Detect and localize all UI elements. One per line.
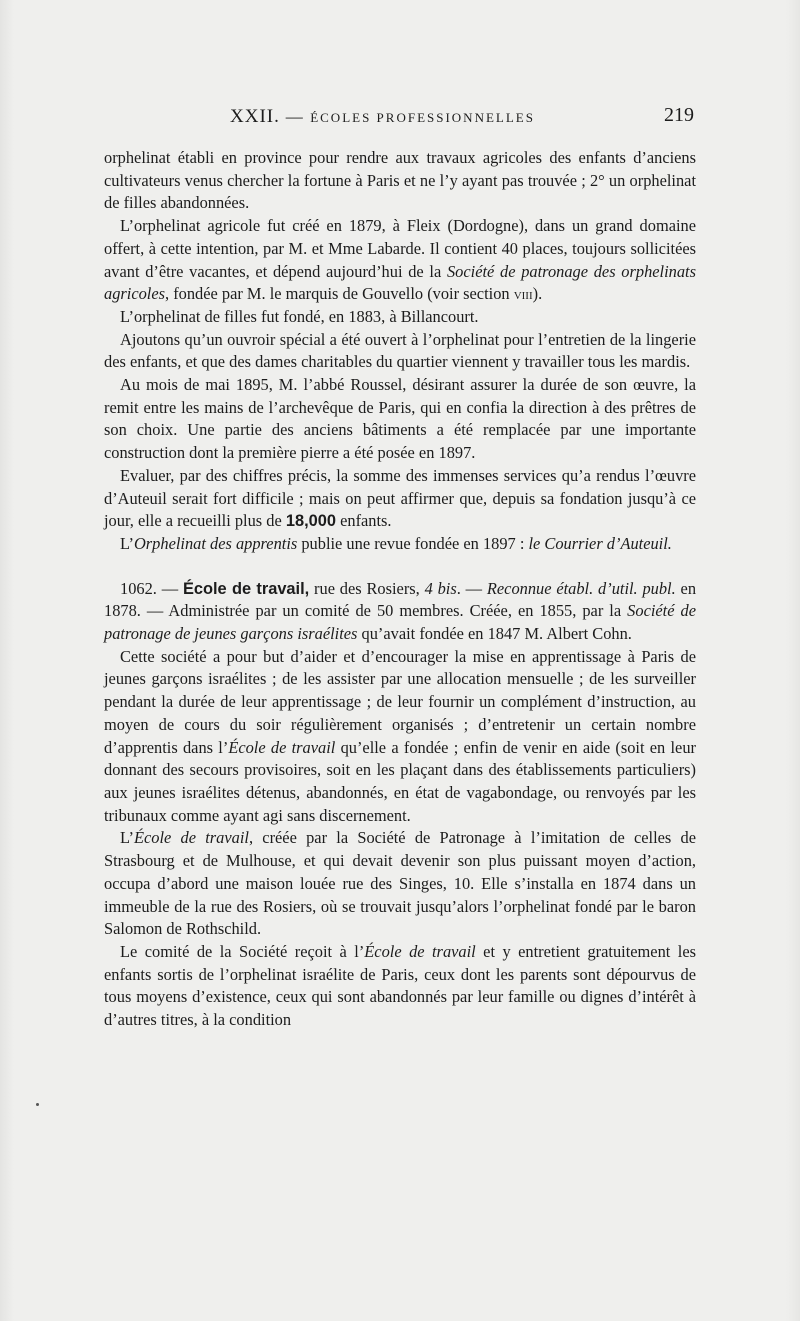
text-run: , créée par la Société de Patronage à l’imitation de celles de Strasbourg et de Mulhouse, et qui devait devenir son plus puissant moyen d’action, occupa d’abord une maison louée rue des Singes, 10. Elle s’installa en 1874 dans un immeuble de la rue des Rosiers, où se trouvait jusqu’alors l’orphelinat fondé par le baron Salomon de Rothschild. (104, 828, 697, 939)
italic-text: École de travail (228, 737, 336, 757)
italic-text: École de travail (133, 828, 249, 848)
text-run: ). (532, 284, 543, 304)
text-run: Le comité de la Société reçoit à l’ (120, 941, 365, 961)
italic-text: Société de patronage de jeunes garçons israélites (104, 601, 696, 644)
text-run: publie une revue fondée en 1897 : (297, 533, 529, 553)
smallcaps-text: viii (513, 284, 533, 304)
paragraph (104, 374, 696, 465)
header-dash: — (285, 107, 305, 126)
text-run: enfants. (336, 511, 392, 531)
text-run: , fondée par M. le marquis de Gouvello (voir section (165, 284, 514, 304)
italic-text: le Courrier d’Auteuil. (528, 533, 672, 553)
text-run: Ajoutons qu’un ouvroir spécial a été ouvert à l’orphelinat pour l’entretien de la lingerie des enfants, et que des dames charitables du quartier viennent y travailler tous les mardis. (104, 329, 696, 372)
text-run: Evaluer, par des chiffres précis, la somme des immenses services qu’a rendus l’œuvre d’Auteuil serait fort difficile ; mais on peut affirmer que, depuis sa fondation jusqu’à ce jour, elle a recueilli plus de (104, 465, 696, 531)
chapter-heading (230, 106, 535, 128)
italic-text: École de travail (364, 941, 476, 961)
bold-text: École de travail, (182, 579, 310, 598)
italic-text: Société de patronage des orphelinats agricoles (104, 261, 696, 304)
text-run: . — (456, 578, 487, 598)
text-run: Cette société a pour but d’aider et d’encourager la mise en apprentissage à Paris de jeunes garçons israélites ; de les assister par une allocation mensuelle ; de les surveiller pendant la durée de leur apprentissage ; de leur fournir un complément d’instruction, au moyen de cours du soir régulièrement organisés ; d’entretenir un certain nombre d’apprentis dans l’ (104, 646, 696, 757)
section-paragraph (104, 578, 696, 646)
text-run: L’orphelinat de filles fut fondé, en 1883, à Billancourt. (120, 306, 479, 326)
paragraph (104, 306, 696, 329)
paragraph (104, 646, 696, 828)
paragraph (104, 941, 696, 1032)
paragraph (104, 329, 696, 374)
paragraph (104, 147, 696, 215)
italic-text: Reconnue établ. d’util. publ. (486, 578, 676, 598)
text-run: orphelinat établi en province pour rendre aux travaux agricoles des enfants d’anciens cultivateurs venus chercher la fortune à Paris et ne l’y ayant pas trouvée ; 2° un orphelinat de filles abandonnées. (104, 148, 696, 213)
margin-mark (36, 1103, 39, 1106)
chapter-title: ÉCOLES PROFESSIONNELLES (310, 110, 535, 125)
page-number: 219 (664, 104, 694, 126)
italic-text: 4 bis (424, 578, 457, 598)
bold-text: 18,000 (285, 512, 336, 531)
text-run: L’ (120, 828, 134, 848)
paragraph (104, 533, 696, 556)
text-run: et y entretient gratuitement les enfants sortis de l’orphelinat israélite de Paris, ceux dont les parents sont dépourvus de tous moyens d’existence, ceux qui sont abandonnés par leur famille ou dignes d’intérêt à d’autres titres, à la condition (104, 941, 696, 1030)
text-run: Au mois de mai 1895, M. l’abbé Roussel, désirant assurer la durée de son œuvre, la remit entre les mains de l’archevêque de Paris, qui en confia la direction à des prêtres de son choix. Une partie des anciens bâtiments a été remplacée par une importante construction dont la première pierre a été posée en 1897. (104, 375, 696, 463)
text-run: L’ (120, 533, 134, 553)
italic-text: Orphelinat des apprentis (133, 533, 298, 553)
paragraph (104, 215, 696, 306)
text-run: en 1878. — Administrée par un comité de 50 membres. Créée, en 1855, par la (104, 578, 697, 621)
running-header (104, 100, 696, 130)
text-run: qu’elle a fondée ; enfin de venir en aide (soit en leur donnant des secours provisoires, soit en les plaçant dans des établissements particuliers) aux jeunes israélites détenus, abandonnés, en état de vagabondage, ou renvoyés par les tribunaux comme ayant agi sans discernement. (104, 737, 696, 825)
text-run: L’orphelinat agricole fut créé en 1879, à Fleix (Dordogne), dans un grand domaine offert, à cette intention, par M. et Mme Labarde. Il contient 40 places, toujours sollicitées avant d’être vacantes, et dépend aujourd’hui de la (104, 216, 696, 281)
text-run: qu’avait fondée en 1847 M. Albert Cohn. (357, 624, 632, 644)
paragraph (104, 827, 696, 941)
text-run: 1062. — (120, 578, 183, 598)
paragraph (104, 465, 696, 533)
body-text (104, 147, 696, 1032)
text-run: rue des Rosiers, (309, 578, 425, 598)
chapter-number: XXII. (230, 106, 280, 127)
